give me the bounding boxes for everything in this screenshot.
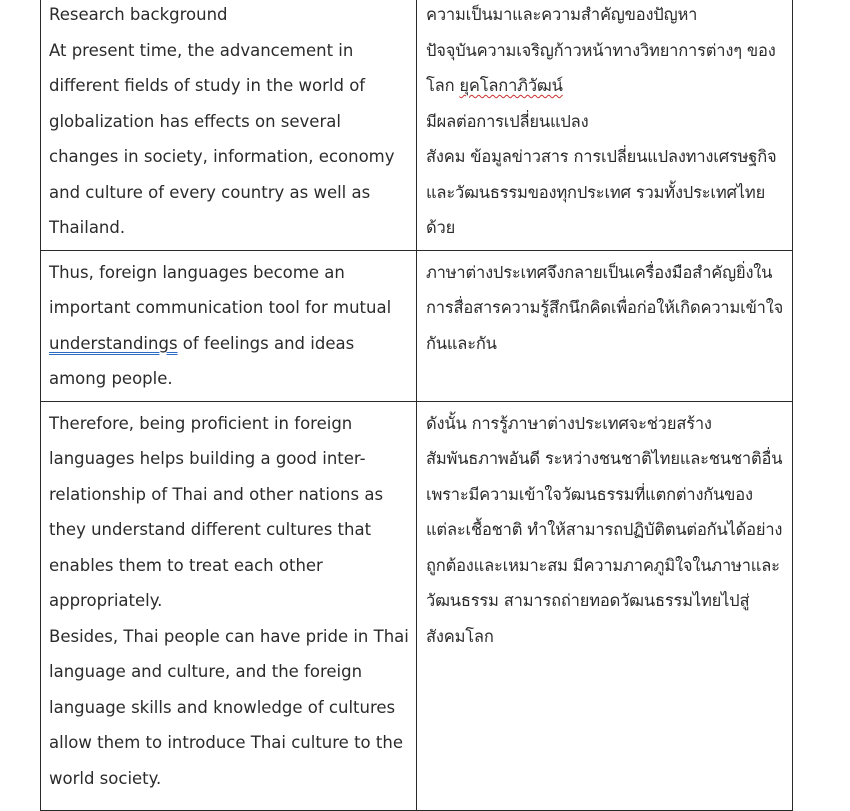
paragraph-th: มีผลต่อการเปลี่ยนแปลง [426,111,589,131]
paragraph-en [49,255,410,397]
paragraph-en: Besides, Thai people can have pride in Thai language and culture, and the foreign language skills and knowledge of cultures allow them to introduce Thai culture to the world society. [49,626,409,788]
table-row [41,250,793,401]
english-cell[interactable] [41,0,417,250]
paragraph-en: Therefore, being proficient in foreign languages helps building a good inter-relationship of Thai and other nations as they understand different cultures that enables them to treat each other appropriately. [49,413,384,610]
english-cell[interactable] [41,250,417,401]
paragraph-en-text: Thus, foreign languages become an important communication tool for mutual [49,262,392,317]
thai-cell[interactable] [417,401,793,810]
table-row [41,0,793,250]
paragraph-th: สัมพันธภาพอันดี ระหว่างชนชาติไทยและชนชาติอื่น เพราะมีความเข้าใจวัฒนธรรมที่แตกต่างกันของแต่ละเชื้อชาติ ทำให้สามารถปฏิบัติตนต่อกันได้อย่างถูกต้องและเหมาะสม มีความภาคภูมิใจในภาษาและวัฒนธรรม สามารถถ่ายทอดวัฒนธรรมไทยไปสู่สังคมโลก [426,449,783,646]
thai-cell[interactable] [417,250,793,401]
paragraph-th: ภาษาต่างประเทศจึงกลายเป็นเครื่องมือสำคัญยิ่งในการสื่อสารความรู้สึกนึกคิดเพื่อก่อให้เกิดความเข้าใจกันและกัน [426,262,784,353]
paragraph-th: สังคม ข้อมูลข่าวสาร การเปลี่ยนแปลงทางเศรษฐกิจ และวัฒนธรรมของทุกประเทศ รวมทั้งประเทศไทยด้วย [426,147,777,237]
table-row [41,401,793,810]
thai-cell[interactable] [417,0,793,250]
paragraph-th: ดังนั้น การรู้ภาษาต่างประเทศจะช่วยสร้าง [426,413,712,433]
english-cell[interactable] [41,401,417,810]
section-heading-en: Research background [49,5,228,24]
section-heading-th: ความเป็นมาและความสำคัญของปัญหา [426,5,698,24]
paragraph-en: At present time, the advancement in different fields of study in the world of globalization has effects on several changes in society, information, economy and culture of every country as well as Thailand. [49,40,395,237]
grammar-flagged-word[interactable]: understandings [49,333,178,353]
paragraph-th [426,33,788,104]
spelling-flagged-word[interactable]: ยุคโลกาภิวัฒน์ [459,76,563,95]
paragraph-en-text: of feelings and ideas among people. [49,333,355,388]
paragraph-th-text: ปัจจุบันความเจริญก้าวหน้าทางวิทยาการต่างๆ ของโลก [426,40,776,95]
bilingual-table [40,0,793,811]
